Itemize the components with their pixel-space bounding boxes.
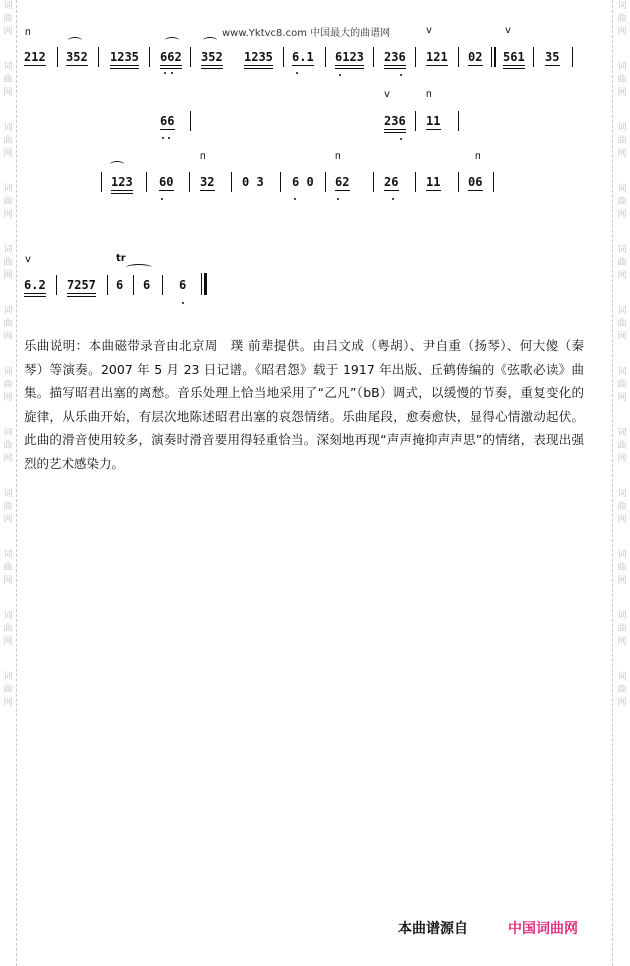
watermark-char: 词 [617, 62, 627, 72]
watermark-char: 网 [3, 149, 13, 159]
watermark-char: 网 [617, 576, 627, 586]
note-group: 121 [426, 50, 448, 64]
watermark-char: 网 [3, 393, 13, 403]
underline [503, 65, 525, 66]
watermark-char: 曲 [617, 624, 627, 634]
barline [415, 111, 416, 131]
low-octave-dot [296, 72, 298, 74]
watermark-block [615, 366, 629, 405]
note-group: 6 [143, 278, 151, 292]
underline [426, 190, 441, 191]
watermark-char: 网 [617, 515, 627, 525]
underline [160, 65, 182, 66]
underline [160, 68, 182, 69]
underline [159, 190, 174, 191]
note-group: 06 [468, 175, 483, 189]
watermark-char: 曲 [3, 685, 13, 695]
underline [200, 190, 215, 191]
underline [201, 68, 223, 69]
watermark-char: 词 [3, 672, 13, 682]
note-group: 60 [159, 175, 174, 189]
watermark-block [615, 427, 629, 466]
watermark-block [1, 427, 15, 466]
note-group: 26 [384, 175, 399, 189]
underline [160, 129, 175, 130]
note-group: 662 [160, 50, 182, 64]
watermark-block [615, 488, 629, 527]
watermark-char: 词 [3, 306, 13, 316]
watermark-char: 词 [3, 184, 13, 194]
trill-mark: tr [116, 253, 126, 264]
barline [415, 172, 416, 192]
watermark-char: 曲 [3, 380, 13, 390]
site-name-link[interactable]: 中国词曲网 [508, 921, 578, 937]
note-group: 6 [116, 278, 124, 292]
watermark-char: 词 [617, 611, 627, 621]
watermark-block [615, 610, 629, 649]
underline [292, 65, 314, 66]
note-group: 7257 [67, 278, 96, 292]
watermark-char: 网 [617, 210, 627, 220]
watermark-block [1, 366, 15, 405]
down-bow-mark: v [426, 25, 432, 36]
underline [384, 190, 399, 191]
up-bow-mark: ᴨ [200, 151, 206, 162]
underline [24, 296, 46, 297]
watermark-char: 词 [3, 367, 13, 377]
music-description: 乐曲说明：本曲磁带录音由北京周 璞 前辈提供。由吕文成（粤胡）、尹自重（扬琴）、何大傻（秦琴）等演奏。2007 年 5 月 23 日记谱。《昭君怨》载于 1917 年出版、丘鹤俦编的《弦歌必读》曲集。描写昭君出塞的离愁。音乐处理上恰当地采用了“乙凡”（bB）调式，以缓慢的节奏，重复变化的旋律，从乐曲开始，有层次地陈述昭君出塞的哀怨情绪。乐曲尾段，愈奏愈快，显得心情激动起伏。此曲的滑音使用较多，演奏时滑音要用得轻重恰当。深刻地再现“声声掩抑声声思”的情绪，表现出强烈的艺术感染力。 [24, 338, 584, 471]
barline [415, 47, 416, 67]
underline [24, 65, 46, 66]
slur-mark [110, 161, 124, 168]
barline [325, 172, 326, 192]
underline [426, 65, 448, 66]
underline [66, 65, 88, 66]
note-group: 1235 [110, 50, 139, 64]
underline [110, 68, 139, 69]
low-octave-dot [161, 198, 163, 200]
up-bow-mark: ᴨ [25, 27, 31, 38]
barline [57, 47, 58, 67]
watermark-char: 网 [3, 88, 13, 98]
low-octave-dot [400, 138, 402, 140]
slur-mark [68, 37, 82, 44]
note-group: 11 [426, 175, 441, 189]
watermark-block [1, 488, 15, 527]
watermark-char: 曲 [617, 441, 627, 451]
note-group: 6 0 [292, 175, 314, 189]
final-barline [201, 273, 202, 295]
watermark-char: 词 [617, 550, 627, 560]
watermark-block [615, 549, 629, 588]
watermark-char: 网 [617, 271, 627, 281]
note-group: 123 [111, 175, 133, 189]
slur-mark [203, 37, 217, 44]
low-octave-dot [164, 72, 166, 74]
watermark-char: 词 [617, 245, 627, 255]
watermark-char: 词 [3, 611, 13, 621]
barline [146, 172, 147, 192]
watermark-block [1, 549, 15, 588]
barline [493, 172, 494, 192]
watermark-char: 词 [617, 306, 627, 316]
underline [67, 296, 96, 297]
music-score [0, 0, 630, 320]
watermark-char: 词 [617, 184, 627, 194]
final-barline [204, 273, 207, 295]
low-octave-dot [171, 72, 173, 74]
underline [426, 129, 441, 130]
up-bow-mark: ᴨ [475, 151, 481, 162]
underline [110, 65, 139, 66]
underline [111, 190, 133, 191]
slur-mark [165, 37, 179, 44]
low-octave-dot [168, 137, 170, 139]
underline [545, 65, 560, 66]
underline [468, 65, 483, 66]
barline [101, 172, 102, 192]
watermark-char: 词 [617, 123, 627, 133]
watermark-char: 网 [3, 210, 13, 220]
watermark-char: 网 [617, 27, 627, 37]
watermark-char: 词 [617, 428, 627, 438]
down-bow-mark: v [505, 25, 511, 36]
site-banner: www.Yktvc8.com 中国最大的曲谱网 [222, 28, 391, 39]
watermark-char: 曲 [3, 563, 13, 573]
barline [189, 172, 190, 192]
note-group: 6.2 [24, 278, 46, 292]
note-group: 236 [384, 50, 406, 64]
watermark-char: 网 [617, 393, 627, 403]
note-group: 1235 [244, 50, 273, 64]
note-group: 212 [24, 50, 46, 64]
repeat-barline [494, 47, 496, 67]
barline [280, 172, 281, 192]
watermark-char: 曲 [617, 319, 627, 329]
watermark-char: 网 [617, 332, 627, 342]
barline [533, 47, 534, 67]
slur-mark [126, 264, 152, 271]
note-group: 66 [160, 114, 175, 128]
note-group: 02 [468, 50, 483, 64]
up-bow-mark: ᴨ [426, 89, 432, 100]
watermark-char: 词 [3, 245, 13, 255]
watermark-char: 词 [3, 550, 13, 560]
barline [325, 47, 326, 67]
low-octave-dot [162, 137, 164, 139]
watermark-char: 曲 [617, 563, 627, 573]
barline [107, 275, 108, 295]
watermark-char: 网 [3, 454, 13, 464]
watermark-char: 曲 [617, 258, 627, 268]
down-bow-mark: v [25, 254, 31, 265]
underline [335, 190, 350, 191]
underline [503, 68, 525, 69]
watermark-char: 网 [3, 515, 13, 525]
barline [149, 47, 150, 67]
watermark-char: 网 [3, 332, 13, 342]
barline [572, 47, 573, 67]
note-group: 6123 [335, 50, 364, 64]
low-octave-dot [339, 74, 341, 76]
note-group: 11 [426, 114, 441, 128]
low-octave-dot [294, 198, 296, 200]
note-group: 352 [201, 50, 223, 64]
watermark-char: 网 [617, 698, 627, 708]
watermark-char: 曲 [617, 14, 627, 24]
watermark-char: 网 [3, 698, 13, 708]
note-group: 62 [335, 175, 350, 189]
watermark-char: 曲 [617, 75, 627, 85]
barline [458, 111, 459, 131]
barline [56, 275, 57, 295]
watermark-char: 曲 [617, 136, 627, 146]
watermark-char: 曲 [3, 258, 13, 268]
underline [384, 65, 406, 66]
note-group: 6.1 [292, 50, 314, 64]
barline [162, 275, 163, 295]
underline [244, 65, 273, 66]
watermark-char: 曲 [3, 136, 13, 146]
watermark-char: 网 [617, 454, 627, 464]
note-group: 6 [179, 278, 187, 292]
watermark-char: 词 [3, 489, 13, 499]
watermark-char: 网 [3, 576, 13, 586]
up-bow-mark: ᴨ [335, 151, 341, 162]
barline [231, 172, 232, 192]
watermark-block [615, 671, 629, 710]
watermark-char: 曲 [617, 197, 627, 207]
watermark-char: 网 [3, 271, 13, 281]
watermark-char: 词 [617, 367, 627, 377]
underline [384, 68, 406, 69]
note-group: 0 3 [242, 175, 264, 189]
watermark-char: 网 [617, 88, 627, 98]
source-label: 本曲谱源自 [398, 921, 468, 937]
underline [335, 68, 364, 69]
watermark-char: 网 [3, 27, 13, 37]
watermark-char: 词 [3, 62, 13, 72]
low-octave-dot [400, 74, 402, 76]
underline [201, 65, 223, 66]
watermark-char: 词 [617, 1, 627, 11]
watermark-char: 曲 [3, 441, 13, 451]
watermark-char: 曲 [3, 624, 13, 634]
watermark-char: 词 [617, 672, 627, 682]
watermark-char: 曲 [617, 685, 627, 695]
low-octave-dot [182, 302, 184, 304]
watermark-char: 曲 [617, 502, 627, 512]
note-group: 35 [545, 50, 560, 64]
repeat-barline [491, 47, 492, 67]
barline [373, 172, 374, 192]
watermark-char: 曲 [3, 197, 13, 207]
barline [133, 275, 134, 295]
watermark-char: 词 [3, 428, 13, 438]
note-group: 561 [503, 50, 525, 64]
barline [458, 47, 459, 67]
underline [468, 190, 483, 191]
note-group: 236 [384, 114, 406, 128]
watermark-char: 网 [3, 637, 13, 647]
underline [67, 293, 96, 294]
underline [24, 293, 46, 294]
note-group: 352 [66, 50, 88, 64]
watermark-char: 词 [3, 123, 13, 133]
note-group: 32 [200, 175, 215, 189]
barline [98, 47, 99, 67]
watermark-block [1, 610, 15, 649]
watermark-char: 词 [3, 1, 13, 11]
underline [384, 132, 406, 133]
watermark-char: 曲 [3, 502, 13, 512]
barline [373, 47, 374, 67]
barline [190, 47, 191, 67]
barline [283, 47, 284, 67]
underline [111, 193, 133, 194]
underline [384, 129, 406, 130]
low-octave-dot [392, 198, 394, 200]
underline [244, 68, 273, 69]
watermark-char: 曲 [3, 75, 13, 85]
watermark-char: 曲 [3, 319, 13, 329]
watermark-char: 网 [617, 149, 627, 159]
watermark-char: 曲 [3, 14, 13, 24]
barline [190, 111, 191, 131]
low-octave-dot [337, 198, 339, 200]
underline [335, 65, 364, 66]
barline [458, 172, 459, 192]
watermark-char: 词 [617, 489, 627, 499]
watermark-block [1, 671, 15, 710]
watermark-char: 曲 [617, 380, 627, 390]
watermark-char: 网 [617, 637, 627, 647]
down-bow-mark: v [384, 89, 390, 100]
